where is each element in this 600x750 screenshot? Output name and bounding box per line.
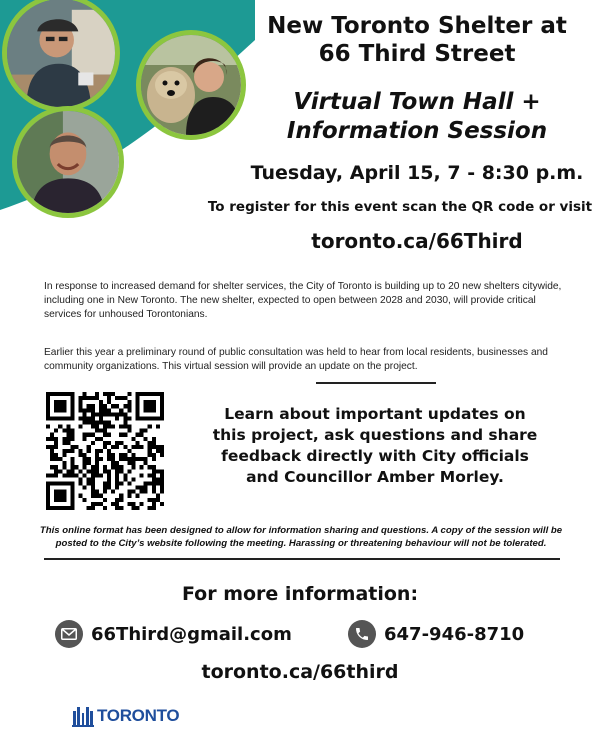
register-instructions: To register for this event scan the QR code or visit xyxy=(207,199,593,215)
callout-line: and Councillor Amber Morley. xyxy=(246,468,504,486)
logo-wordmark: TORONTO xyxy=(97,706,180,725)
toronto-logo xyxy=(72,704,179,728)
event-title xyxy=(252,12,582,68)
city-hall-icon xyxy=(72,705,94,727)
conduct-notice xyxy=(20,524,582,550)
event-date: Tuesday, April 15, 7 - 8:30 p.m. xyxy=(250,162,584,184)
title-line: 66 Third Street xyxy=(318,41,516,67)
divider xyxy=(44,558,560,560)
phone-icon xyxy=(348,620,376,648)
event-subtitle xyxy=(252,88,582,146)
qr-code[interactable] xyxy=(46,392,164,510)
intro-paragraph: In response to increased demand for shelter services, the City of Toronto is building up to 20 new shelters citywide, including one in New Toronto. The new shelter, expected to open between 2028 and 2030, will provide critical services for unhoused Torontonians. xyxy=(44,281,562,320)
callout-line: this project, ask questions and share xyxy=(212,426,538,444)
callout-line: feedback directly with City officials xyxy=(221,447,529,465)
subtitle-line: Virtual Town Hall + xyxy=(293,89,541,115)
notice-line: posted to the City’s website following the meeting. Harassing or threatening behaviour will not be tolerated. xyxy=(55,538,547,549)
notice-line: This online format has been designed to allow for information sharing and questions. A copy of the session will be xyxy=(39,525,563,536)
callout-line: Learn about important updates on xyxy=(224,405,526,423)
phone-number[interactable]: 647-946-8710 xyxy=(384,623,525,645)
title-line: New Toronto Shelter at xyxy=(267,13,567,39)
envelope-icon xyxy=(55,620,83,648)
email-contact[interactable] xyxy=(55,619,292,649)
consultation-paragraph: Earlier this year a preliminary round of public consultation was held to hear from local residents, businesses and community organizations. This virtual session will provide an update on the project. xyxy=(44,347,548,372)
photo-smiling-man xyxy=(12,106,124,218)
photo-woman-with-dog xyxy=(136,30,246,140)
email-address[interactable]: 66Third@gmail.com xyxy=(91,623,292,645)
subtitle-line: Information Session xyxy=(286,118,548,144)
phone-contact[interactable] xyxy=(348,619,524,649)
learn-more-callout xyxy=(212,404,538,488)
more-info-heading: For more information: xyxy=(181,583,419,605)
register-link[interactable]: toronto.ca/66Third xyxy=(311,229,523,253)
divider xyxy=(316,382,436,384)
footer-link[interactable]: toronto.ca/66third xyxy=(201,661,399,683)
